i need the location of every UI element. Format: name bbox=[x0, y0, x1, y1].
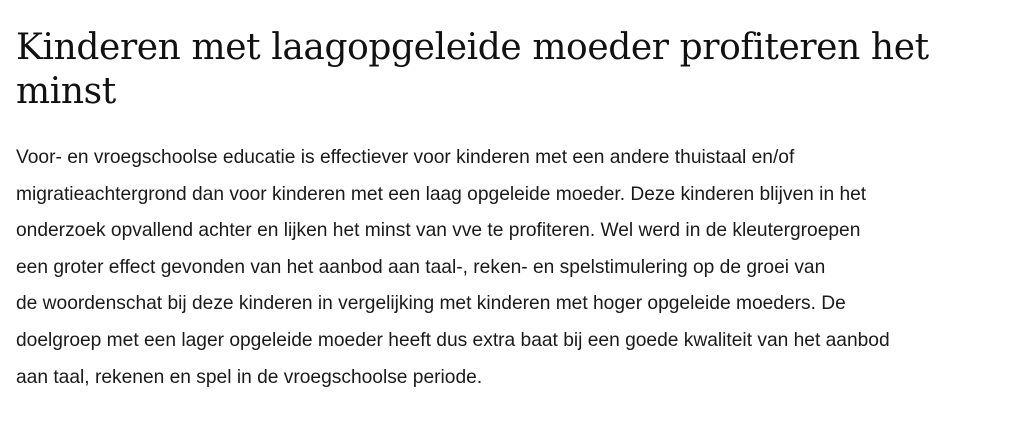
paragraph-line: een groter effect gevonden van het aanbod aan taal-, reken- en spelstimulering op de groei van bbox=[16, 256, 826, 278]
paragraph-line: doelgroep met een lager opgeleide moeder heeft dus extra baat bij een goede kwaliteit van het aanbod bbox=[16, 329, 890, 351]
article-title-line: Kinderen met laagopgeleide moeder profiteren het bbox=[16, 27, 929, 68]
paragraph-line: Voor- en vroegschoolse educatie is effectiever voor kinderen met een andere thuistaal en/of bbox=[16, 147, 795, 168]
article-title-line: minst bbox=[16, 71, 116, 112]
article-title bbox=[16, 26, 1010, 114]
article-paragraph bbox=[16, 140, 1010, 396]
paragraph-line: de woordenschat bij deze kinderen in vergelijking met kinderen met hoger opgeleide moeders. De bbox=[16, 293, 846, 315]
paragraph-line: onderzoek opvallend achter en lijken het minst van vve te profiteren. Wel werd in de kleutergroepen bbox=[16, 220, 861, 242]
paragraph-line: migratieachtergrond dan voor kinderen met een laag opgeleide moeder. Deze kinderen blijven in het bbox=[16, 183, 867, 205]
paragraph-line: aan taal, rekenen en spel in de vroegschoolse periode. bbox=[16, 366, 483, 388]
